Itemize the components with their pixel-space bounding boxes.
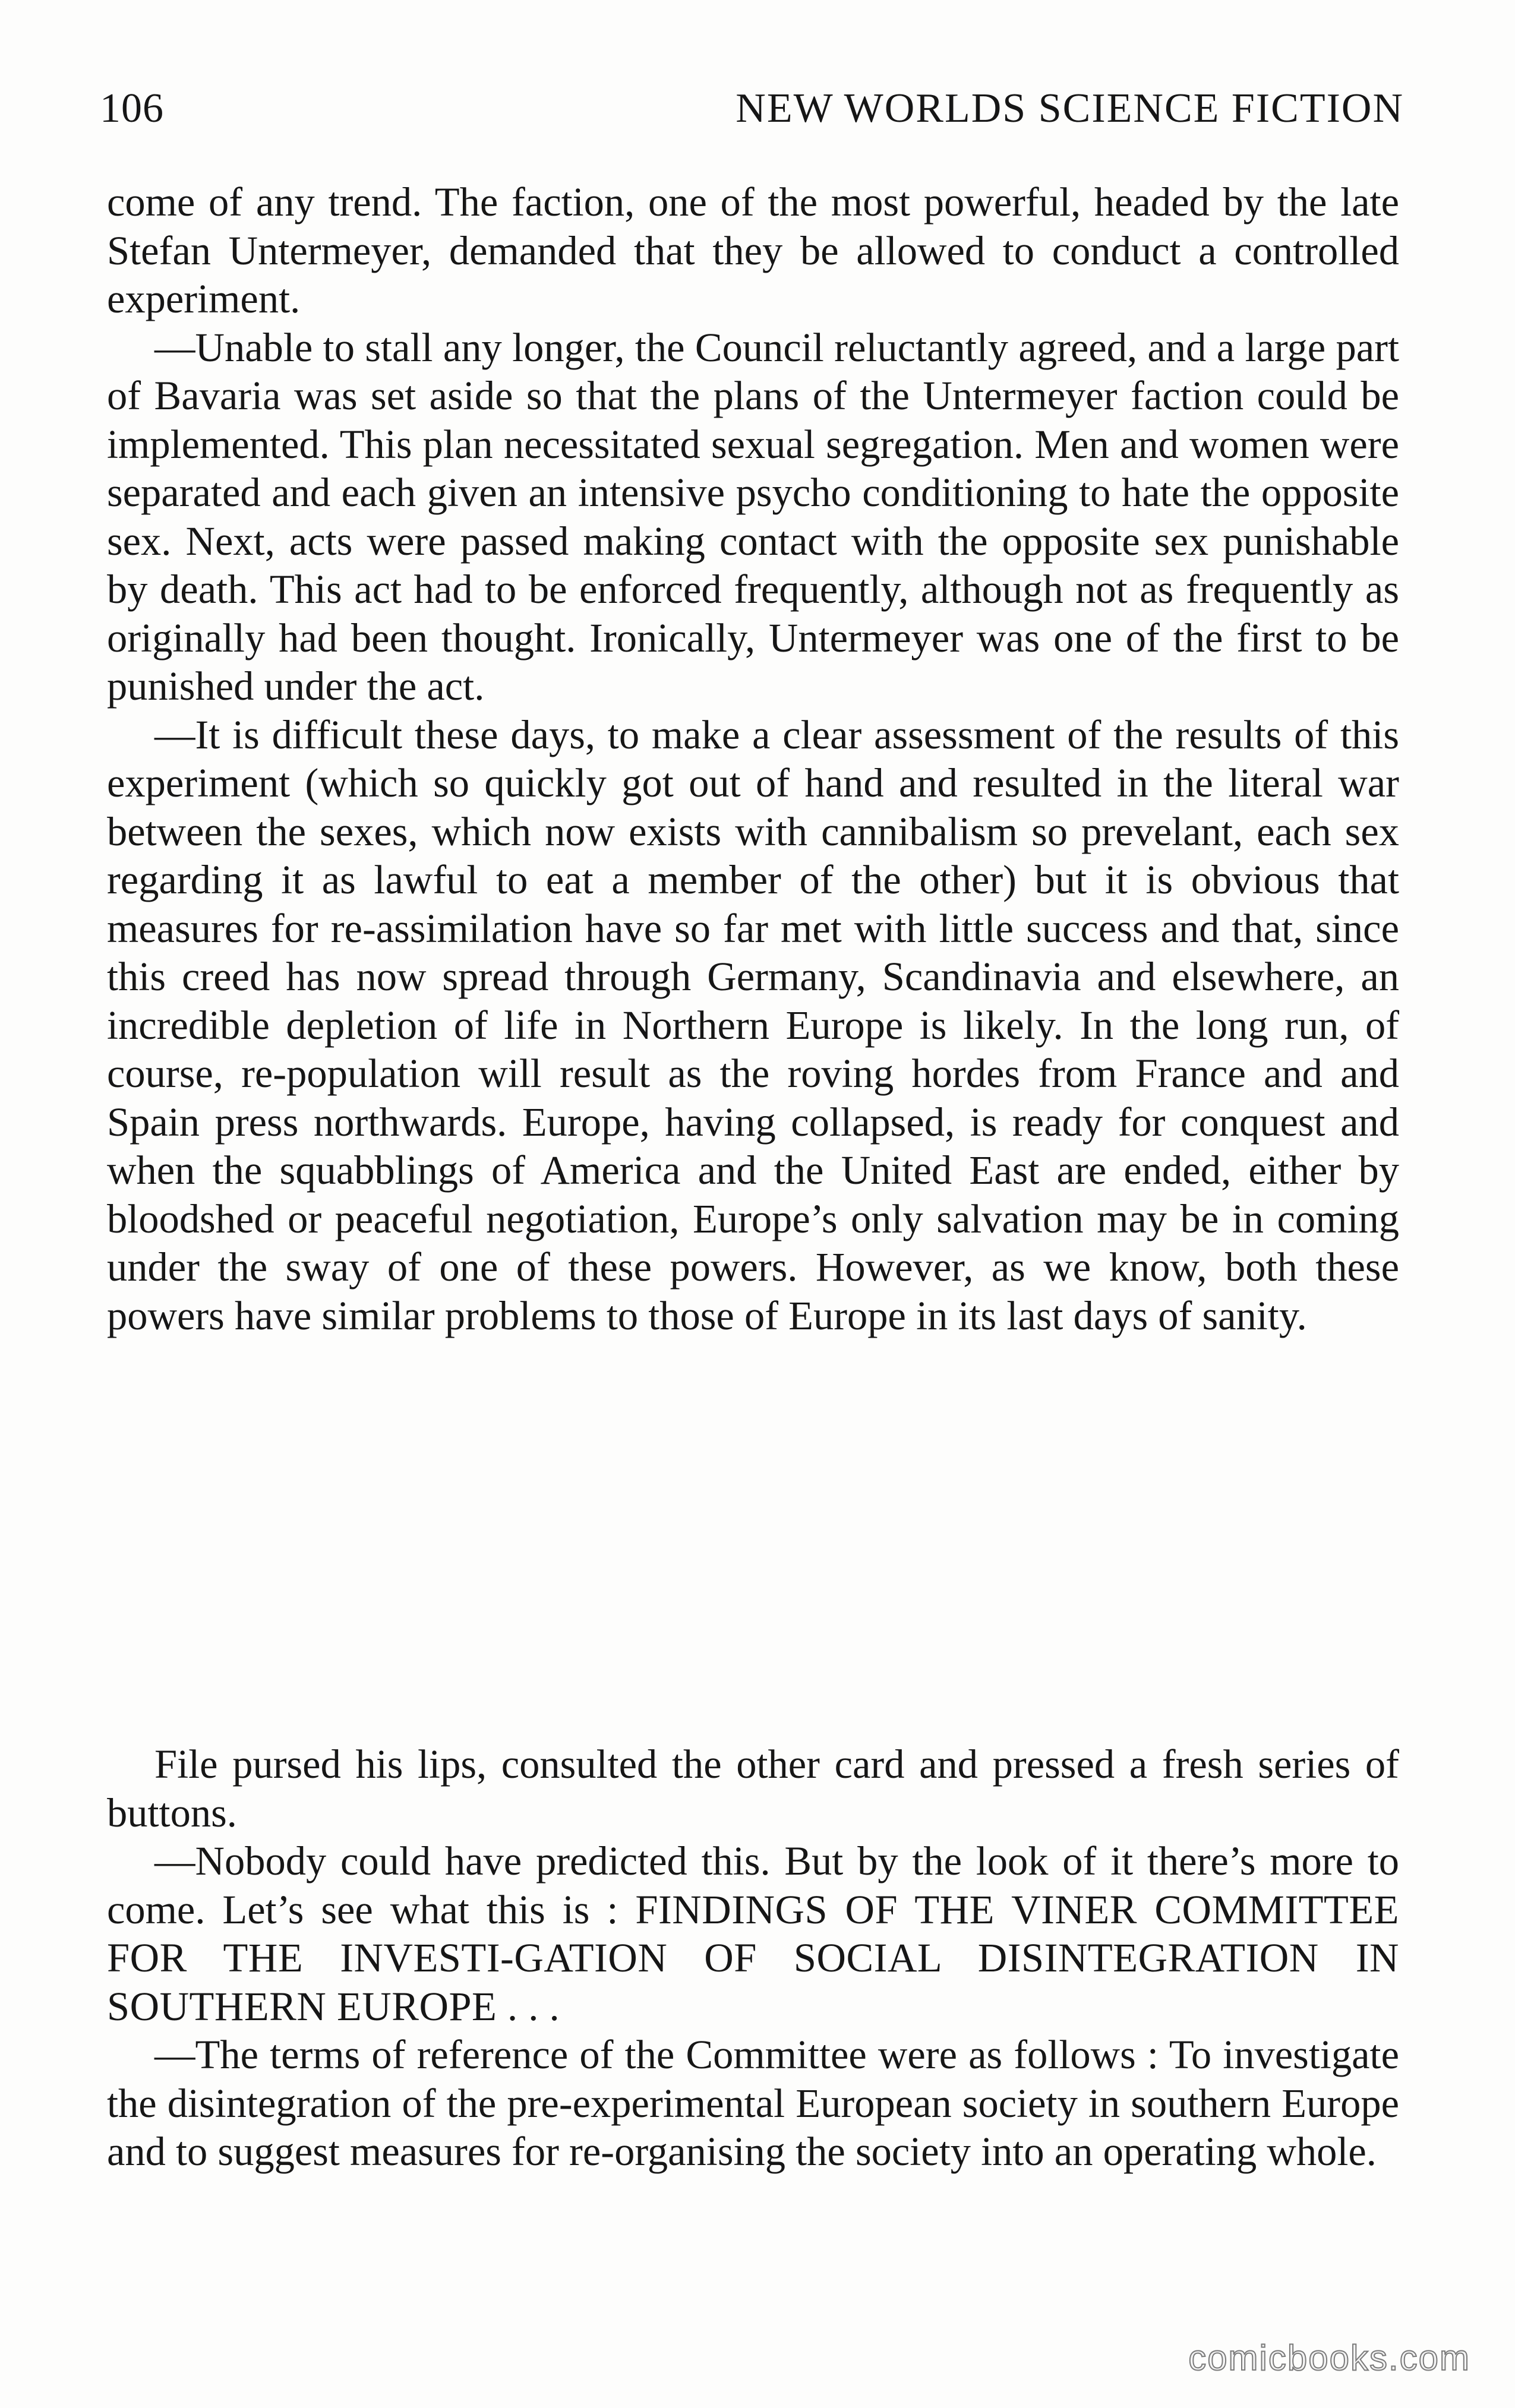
paragraph: File pursed his lips, consulted the other card and pressed a fresh series of buttons. [107,1742,1399,1835]
paragraph [107,1837,1399,2031]
watermark: comicbooks.com [1188,2338,1470,2378]
findings-heading: FINDINGS OF THE VINER COMMITTEE FOR THE INVESTI-GATION OF SOCIAL DISINTEGRATION IN SOUTHERN EUROPE . . . [107,1886,1399,2029]
paragraph: —The terms of reference of the Committee were as follows : To investigate the disintegration of the pre-experimental European society in southern Europe and to suggest measures for re-organising the society into an operating whole. [107,2032,1399,2174]
text-block-2 [107,1740,1399,2176]
paragraph: —Unable to stall any longer, the Council reluctantly agreed, and a large part of Bavaria was set aside so that the plans of the Untermeyer faction could be implemented. This plan necessitated sexual segregation. Men and women were separated and each given an intensive psycho conditioning to hate the opposite sex. Next, acts were passed making contact with the opposite sex punishable by death. This act had to be enforced frequently, although not as frequently as originally had been thought. Ironically, Untermeyer was one of the first to be punished under the act. [107,324,1399,709]
running-title: NEW WORLDS SCIENCE FICTION [736,86,1404,131]
dialogue-text: —Nobody could have predicted this. But by the look of it there’s more to come. Let’s see what this is : [107,1838,1399,1932]
paragraph: come of any trend. The faction, one of the most powerful, headed by the late Stefan Untermeyer, demanded that they be allowed to conduct a controlled experiment. [107,179,1399,321]
text-block-1 [107,178,1399,1340]
paragraph: —It is difficult these days, to make a clear assessment of the results of this experiment (which so quickly got out of hand and resulted in the literal war between the sexes, which now exists with cannibalism so prevelant, each sex regarding it as lawful to eat a member of the other) but it is obvious that measures for re-assimilation have so far met with little success and that, since this creed has now spread through Germany, Scandinavia and elsewhere, an incredible depletion of life in Northern Europe is likely. In the long run, of course, re-population will result as the roving hordes from France and and Spain press northwards. Europe, having collapsed, is ready for conquest and when the squabblings of America and the United East are ended, either by bloodshed or peaceful negotiation, Europe’s only salvation may be in coming under the sway of one of these powers. However, as we know, both these powers have similar problems to those of Europe in its last days of sanity. [107,712,1399,1338]
page-number: 106 [100,86,164,131]
page-header [100,82,1404,135]
